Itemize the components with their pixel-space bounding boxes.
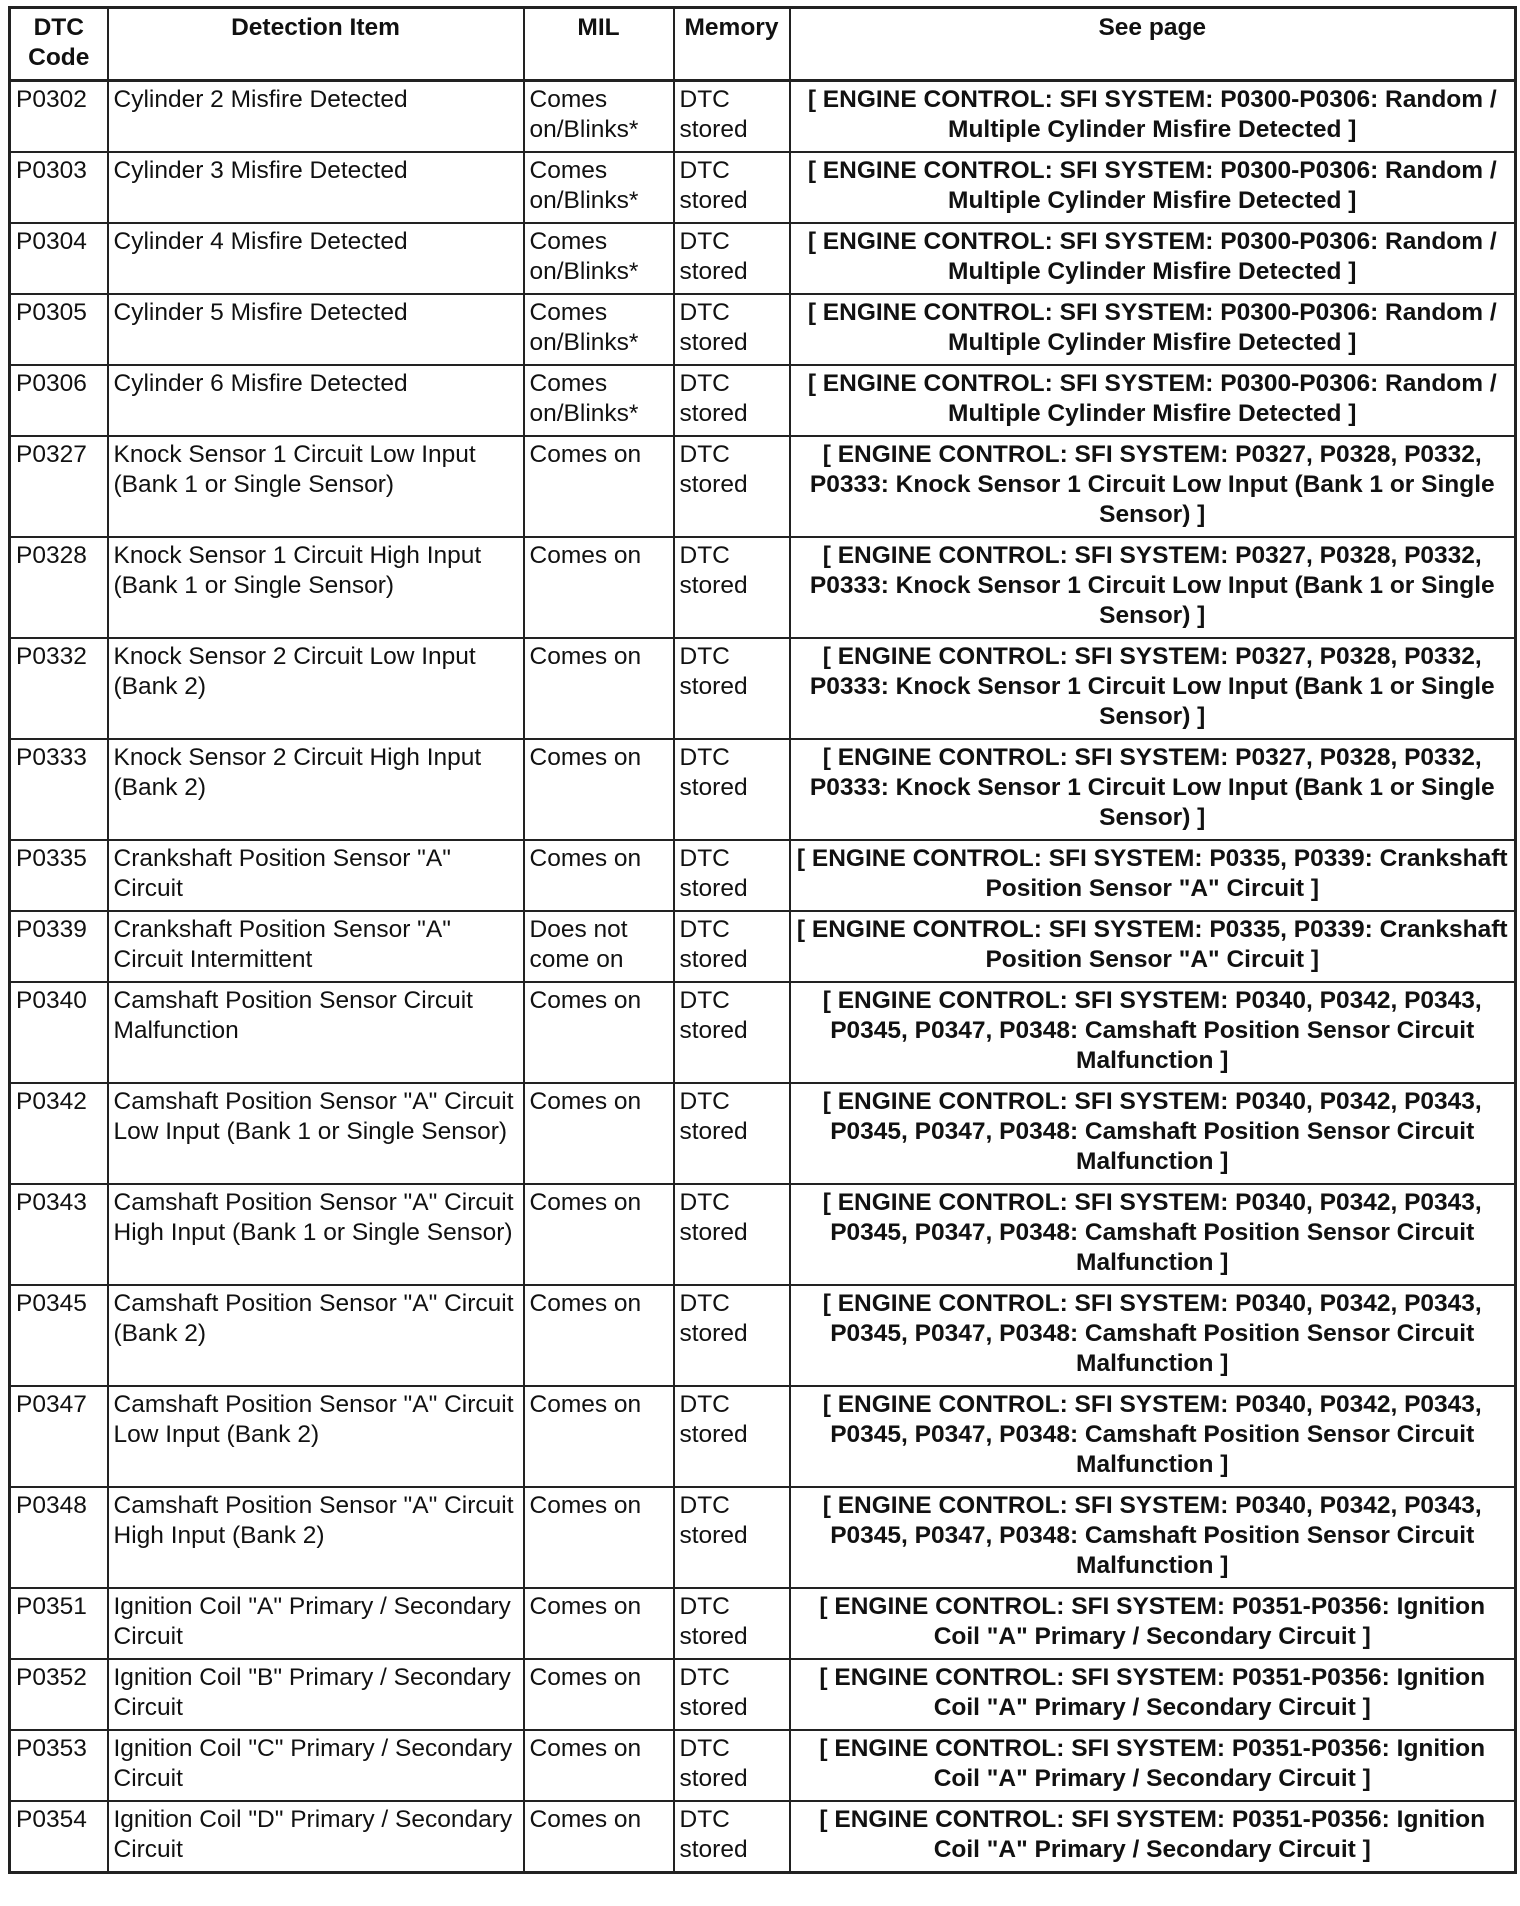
dtc-code-cell: P0342	[10, 1083, 108, 1184]
table-row	[10, 294, 1516, 365]
see-page-link[interactable]: [ ENGINE CONTROL: SFI SYSTEM: P0327, P0328, P0332, P0333: Knock Sensor 1 Circuit Low Input (Bank 1 or Single Sensor) ]	[790, 436, 1516, 537]
detection-item-cell: Camshaft Position Sensor "A" Circuit Low Input (Bank 1 or Single Sensor)	[108, 1083, 524, 1184]
detection-item-cell: Camshaft Position Sensor "A" Circuit High Input (Bank 1 or Single Sensor)	[108, 1184, 524, 1285]
header-memory: Memory	[674, 8, 790, 81]
see-page-link[interactable]: [ ENGINE CONTROL: SFI SYSTEM: P0335, P0339: Crankshaft Position Sensor "A" Circuit ]	[790, 840, 1516, 911]
mil-cell: Comes on	[524, 1386, 674, 1487]
see-page-link[interactable]: [ ENGINE CONTROL: SFI SYSTEM: P0340, P0342, P0343, P0345, P0347, P0348: Camshaft Position Sensor Circuit Malfunction ]	[790, 982, 1516, 1083]
mil-cell: Comes on	[524, 1801, 674, 1873]
detection-item-cell: Camshaft Position Sensor "A" Circuit (Bank 2)	[108, 1285, 524, 1386]
dtc-code-cell: P0347	[10, 1386, 108, 1487]
dtc-code-cell: P0333	[10, 739, 108, 840]
see-page-link[interactable]: [ ENGINE CONTROL: SFI SYSTEM: P0340, P0342, P0343, P0345, P0347, P0348: Camshaft Position Sensor Circuit Malfunction ]	[790, 1285, 1516, 1386]
table-row	[10, 537, 1516, 638]
mil-cell: Comes on	[524, 840, 674, 911]
table-row	[10, 982, 1516, 1083]
table-row	[10, 840, 1516, 911]
table-row	[10, 1801, 1516, 1873]
dtc-table	[8, 6, 1517, 1874]
table-row	[10, 223, 1516, 294]
see-page-link[interactable]: [ ENGINE CONTROL: SFI SYSTEM: P0300-P0306: Random / Multiple Cylinder Misfire Detected ]	[790, 223, 1516, 294]
detection-item-cell: Ignition Coil "B" Primary / Secondary Circuit	[108, 1659, 524, 1730]
dtc-code-cell: P0353	[10, 1730, 108, 1801]
memory-cell: DTC stored	[674, 1487, 790, 1588]
memory-cell: DTC stored	[674, 537, 790, 638]
see-page-link[interactable]: [ ENGINE CONTROL: SFI SYSTEM: P0335, P0339: Crankshaft Position Sensor "A" Circuit ]	[790, 911, 1516, 982]
mil-cell: Comes on	[524, 1659, 674, 1730]
detection-item-cell: Cylinder 2 Misfire Detected	[108, 81, 524, 153]
detection-item-cell: Knock Sensor 2 Circuit Low Input (Bank 2)	[108, 638, 524, 739]
mil-cell: Comes on	[524, 537, 674, 638]
table-row	[10, 1659, 1516, 1730]
see-page-link[interactable]: [ ENGINE CONTROL: SFI SYSTEM: P0327, P0328, P0332, P0333: Knock Sensor 1 Circuit Low Input (Bank 1 or Single Sensor) ]	[790, 739, 1516, 840]
memory-cell: DTC stored	[674, 911, 790, 982]
memory-cell: DTC stored	[674, 365, 790, 436]
memory-cell: DTC stored	[674, 1588, 790, 1659]
dtc-code-cell: P0354	[10, 1801, 108, 1873]
table-header-row	[10, 8, 1516, 81]
memory-cell: DTC stored	[674, 436, 790, 537]
see-page-link[interactable]: [ ENGINE CONTROL: SFI SYSTEM: P0300-P0306: Random / Multiple Cylinder Misfire Detected ]	[790, 365, 1516, 436]
table-row	[10, 911, 1516, 982]
dtc-code-cell: P0352	[10, 1659, 108, 1730]
detection-item-cell: Ignition Coil "D" Primary / Secondary Circuit	[108, 1801, 524, 1873]
mil-cell: Comes on	[524, 1487, 674, 1588]
table-row	[10, 365, 1516, 436]
table-row	[10, 152, 1516, 223]
mil-cell: Comes on	[524, 739, 674, 840]
table-row	[10, 739, 1516, 840]
memory-cell: DTC stored	[674, 1285, 790, 1386]
detection-item-cell: Knock Sensor 2 Circuit High Input (Bank 2)	[108, 739, 524, 840]
dtc-code-cell: P0303	[10, 152, 108, 223]
dtc-code-cell: P0327	[10, 436, 108, 537]
detection-item-cell: Ignition Coil "A" Primary / Secondary Circuit	[108, 1588, 524, 1659]
detection-item-cell: Ignition Coil "C" Primary / Secondary Circuit	[108, 1730, 524, 1801]
mil-cell: Comes on	[524, 982, 674, 1083]
detection-item-cell: Knock Sensor 1 Circuit Low Input (Bank 1 or Single Sensor)	[108, 436, 524, 537]
memory-cell: DTC stored	[674, 1801, 790, 1873]
memory-cell: DTC stored	[674, 638, 790, 739]
memory-cell: DTC stored	[674, 294, 790, 365]
dtc-code-cell: P0345	[10, 1285, 108, 1386]
detection-item-cell: Camshaft Position Sensor "A" Circuit High Input (Bank 2)	[108, 1487, 524, 1588]
mil-cell: Comes on	[524, 436, 674, 537]
memory-cell: DTC stored	[674, 1184, 790, 1285]
table-row	[10, 1588, 1516, 1659]
mil-cell: Comes on	[524, 1730, 674, 1801]
header-detection-item: Detection Item	[108, 8, 524, 81]
detection-item-cell: Cylinder 6 Misfire Detected	[108, 365, 524, 436]
detection-item-cell: Knock Sensor 1 Circuit High Input (Bank 1 or Single Sensor)	[108, 537, 524, 638]
see-page-link[interactable]: [ ENGINE CONTROL: SFI SYSTEM: P0340, P0342, P0343, P0345, P0347, P0348: Camshaft Position Sensor Circuit Malfunction ]	[790, 1184, 1516, 1285]
see-page-link[interactable]: [ ENGINE CONTROL: SFI SYSTEM: P0351-P0356: Ignition Coil "A" Primary / Secondary Circuit ]	[790, 1659, 1516, 1730]
memory-cell: DTC stored	[674, 982, 790, 1083]
see-page-link[interactable]: [ ENGINE CONTROL: SFI SYSTEM: P0327, P0328, P0332, P0333: Knock Sensor 1 Circuit Low Input (Bank 1 or Single Sensor) ]	[790, 638, 1516, 739]
detection-item-cell: Cylinder 5 Misfire Detected	[108, 294, 524, 365]
see-page-link[interactable]: [ ENGINE CONTROL: SFI SYSTEM: P0340, P0342, P0343, P0345, P0347, P0348: Camshaft Position Sensor Circuit Malfunction ]	[790, 1487, 1516, 1588]
see-page-link[interactable]: [ ENGINE CONTROL: SFI SYSTEM: P0300-P0306: Random / Multiple Cylinder Misfire Detected ]	[790, 152, 1516, 223]
memory-cell: DTC stored	[674, 1083, 790, 1184]
see-page-link[interactable]: [ ENGINE CONTROL: SFI SYSTEM: P0300-P0306: Random / Multiple Cylinder Misfire Detected ]	[790, 81, 1516, 153]
dtc-code-cell: P0304	[10, 223, 108, 294]
table-row	[10, 1184, 1516, 1285]
memory-cell: DTC stored	[674, 1659, 790, 1730]
table-row	[10, 1386, 1516, 1487]
mil-cell: Comes on	[524, 1083, 674, 1184]
memory-cell: DTC stored	[674, 223, 790, 294]
mil-cell: Does not come on	[524, 911, 674, 982]
dtc-page	[8, 6, 1514, 1874]
table-row	[10, 638, 1516, 739]
see-page-link[interactable]: [ ENGINE CONTROL: SFI SYSTEM: P0351-P0356: Ignition Coil "A" Primary / Secondary Circuit ]	[790, 1730, 1516, 1801]
table-row	[10, 436, 1516, 537]
mil-cell: Comes on	[524, 638, 674, 739]
memory-cell: DTC stored	[674, 739, 790, 840]
see-page-link[interactable]: [ ENGINE CONTROL: SFI SYSTEM: P0300-P0306: Random / Multiple Cylinder Misfire Detected ]	[790, 294, 1516, 365]
see-page-link[interactable]: [ ENGINE CONTROL: SFI SYSTEM: P0340, P0342, P0343, P0345, P0347, P0348: Camshaft Position Sensor Circuit Malfunction ]	[790, 1386, 1516, 1487]
detection-item-cell: Camshaft Position Sensor "A" Circuit Low Input (Bank 2)	[108, 1386, 524, 1487]
table-row	[10, 1487, 1516, 1588]
dtc-code-cell: P0348	[10, 1487, 108, 1588]
table-row	[10, 1285, 1516, 1386]
memory-cell: DTC stored	[674, 1386, 790, 1487]
memory-cell: DTC stored	[674, 152, 790, 223]
memory-cell: DTC stored	[674, 1730, 790, 1801]
detection-item-cell: Cylinder 4 Misfire Detected	[108, 223, 524, 294]
dtc-code-cell: P0335	[10, 840, 108, 911]
memory-cell: DTC stored	[674, 840, 790, 911]
dtc-code-cell: P0351	[10, 1588, 108, 1659]
table-row	[10, 81, 1516, 153]
mil-cell: Comes on	[524, 1285, 674, 1386]
memory-cell: DTC stored	[674, 81, 790, 153]
see-page-link[interactable]: [ ENGINE CONTROL: SFI SYSTEM: P0340, P0342, P0343, P0345, P0347, P0348: Camshaft Position Sensor Circuit Malfunction ]	[790, 1083, 1516, 1184]
dtc-code-cell: P0302	[10, 81, 108, 153]
mil-cell: Comes on	[524, 1588, 674, 1659]
header-mil: MIL	[524, 8, 674, 81]
table-body	[10, 81, 1516, 1873]
dtc-code-cell: P0305	[10, 294, 108, 365]
dtc-code-cell: P0332	[10, 638, 108, 739]
detection-item-cell: Crankshaft Position Sensor "A" Circuit Intermittent	[108, 911, 524, 982]
dtc-code-cell: P0306	[10, 365, 108, 436]
dtc-code-cell: P0339	[10, 911, 108, 982]
table-row	[10, 1730, 1516, 1801]
mil-cell: Comes on	[524, 1184, 674, 1285]
detection-item-cell: Crankshaft Position Sensor "A" Circuit	[108, 840, 524, 911]
detection-item-cell: Cylinder 3 Misfire Detected	[108, 152, 524, 223]
mil-cell: Comes on/Blinks*	[524, 294, 674, 365]
mil-cell: Comes on/Blinks*	[524, 223, 674, 294]
dtc-code-cell: P0340	[10, 982, 108, 1083]
mil-cell: Comes on/Blinks*	[524, 365, 674, 436]
see-page-link[interactable]: [ ENGINE CONTROL: SFI SYSTEM: P0351-P0356: Ignition Coil "A" Primary / Secondary Circuit ]	[790, 1801, 1516, 1873]
see-page-link[interactable]: [ ENGINE CONTROL: SFI SYSTEM: P0351-P0356: Ignition Coil "A" Primary / Secondary Circuit ]	[790, 1588, 1516, 1659]
see-page-link[interactable]: [ ENGINE CONTROL: SFI SYSTEM: P0327, P0328, P0332, P0333: Knock Sensor 1 Circuit Low Input (Bank 1 or Single Sensor) ]	[790, 537, 1516, 638]
mil-cell: Comes on/Blinks*	[524, 81, 674, 153]
mil-cell: Comes on/Blinks*	[524, 152, 674, 223]
header-see-page: See page	[790, 8, 1516, 81]
dtc-code-cell: P0343	[10, 1184, 108, 1285]
table-row	[10, 1083, 1516, 1184]
dtc-code-cell: P0328	[10, 537, 108, 638]
header-dtc-code: DTC Code	[10, 8, 108, 81]
detection-item-cell: Camshaft Position Sensor Circuit Malfunction	[108, 982, 524, 1083]
